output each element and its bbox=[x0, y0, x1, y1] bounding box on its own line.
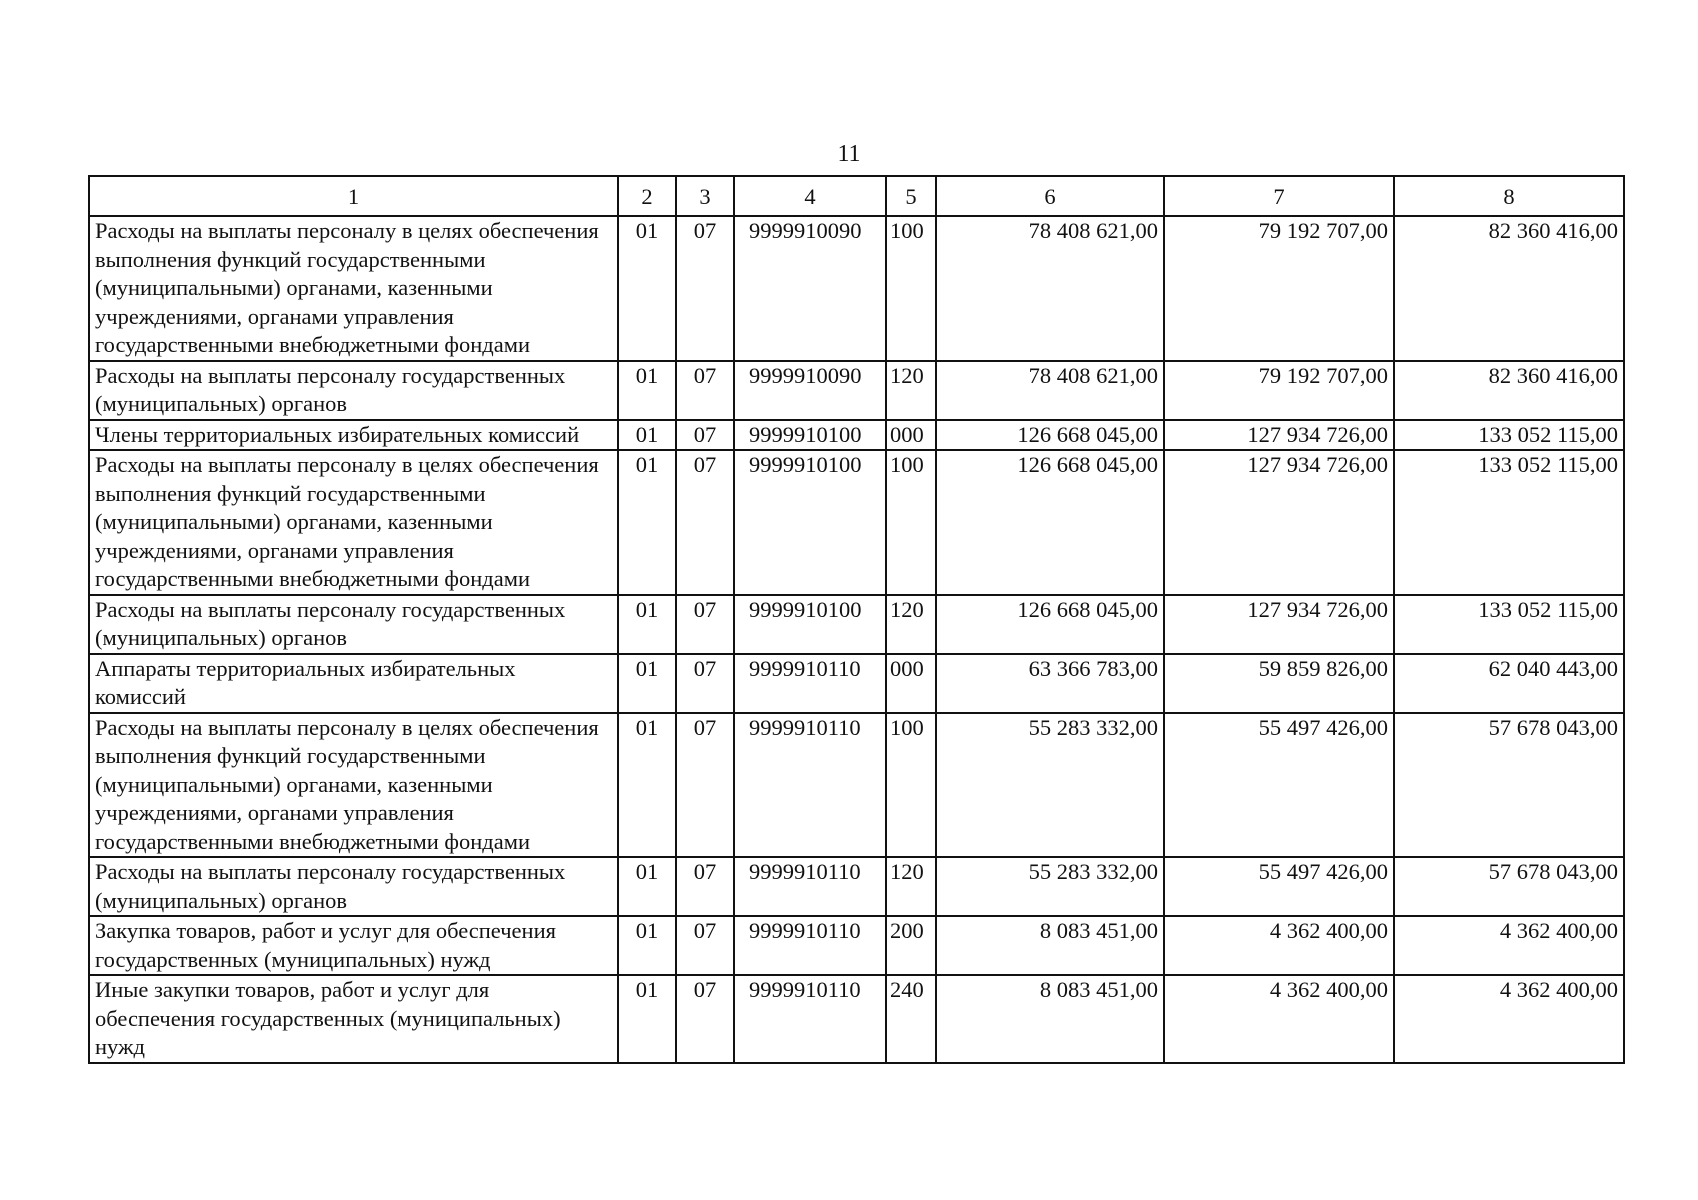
target-article-cell: 9999910090 bbox=[734, 361, 886, 420]
table-row bbox=[89, 595, 1624, 654]
amount-year2-cell: 4 362 400,00 bbox=[1164, 975, 1394, 1063]
target-article-cell: 9999910090 bbox=[734, 216, 886, 361]
expense-type-cell: 100 bbox=[886, 450, 936, 595]
table-row bbox=[89, 975, 1624, 1063]
amount-year2-cell: 59 859 826,00 bbox=[1164, 654, 1394, 713]
amount-year3-cell: 4 362 400,00 bbox=[1394, 975, 1624, 1063]
amount-year1-cell: 63 366 783,00 bbox=[936, 654, 1164, 713]
amount-year2-cell: 127 934 726,00 bbox=[1164, 595, 1394, 654]
expense-type-cell: 000 bbox=[886, 654, 936, 713]
section-code-cell: 01 bbox=[618, 857, 676, 916]
table-row bbox=[89, 216, 1624, 361]
column-header: 2 bbox=[618, 176, 676, 216]
amount-year2-cell: 127 934 726,00 bbox=[1164, 420, 1394, 451]
target-article-cell: 9999910110 bbox=[734, 713, 886, 858]
section-code-cell: 01 bbox=[618, 654, 676, 713]
amount-year1-cell: 78 408 621,00 bbox=[936, 216, 1164, 361]
amount-year2-cell: 55 497 426,00 bbox=[1164, 857, 1394, 916]
expense-type-cell: 100 bbox=[886, 713, 936, 858]
table-row bbox=[89, 654, 1624, 713]
target-article-cell: 9999910100 bbox=[734, 595, 886, 654]
page-number: 11 bbox=[837, 141, 861, 167]
amount-year3-cell: 133 052 115,00 bbox=[1394, 450, 1624, 595]
column-header: 1 bbox=[89, 176, 618, 216]
subsection-code-cell: 07 bbox=[676, 975, 734, 1063]
amount-year1-cell: 55 283 332,00 bbox=[936, 713, 1164, 858]
expense-name-cell: Расходы на выплаты персоналу государственных (муниципальных) органов bbox=[89, 361, 618, 420]
expense-name-cell: Расходы на выплаты персоналу в целях обеспечения выполнения функций государственными (муниципальными) органами, казенными учреждениями, органами управления государственными внебюджетными фондами bbox=[89, 450, 618, 595]
subsection-code-cell: 07 bbox=[676, 450, 734, 595]
amount-year3-cell: 57 678 043,00 bbox=[1394, 857, 1624, 916]
target-article-cell: 9999910100 bbox=[734, 420, 886, 451]
expense-type-cell: 100 bbox=[886, 216, 936, 361]
amount-year1-cell: 8 083 451,00 bbox=[936, 916, 1164, 975]
amount-year3-cell: 62 040 443,00 bbox=[1394, 654, 1624, 713]
column-header: 3 bbox=[676, 176, 734, 216]
subsection-code-cell: 07 bbox=[676, 857, 734, 916]
expense-type-cell: 120 bbox=[886, 857, 936, 916]
amount-year2-cell: 79 192 707,00 bbox=[1164, 216, 1394, 361]
table-row bbox=[89, 916, 1624, 975]
expense-name-cell: Закупка товаров, работ и услуг для обеспечения государственных (муниципальных) нужд bbox=[89, 916, 618, 975]
subsection-code-cell: 07 bbox=[676, 916, 734, 975]
column-header: 6 bbox=[936, 176, 1164, 216]
expense-type-cell: 200 bbox=[886, 916, 936, 975]
amount-year3-cell: 82 360 416,00 bbox=[1394, 361, 1624, 420]
table-row bbox=[89, 420, 1624, 451]
expense-name-cell: Аппараты территориальных избирательных комиссий bbox=[89, 654, 618, 713]
amount-year3-cell: 82 360 416,00 bbox=[1394, 216, 1624, 361]
target-article-cell: 9999910110 bbox=[734, 975, 886, 1063]
amount-year1-cell: 78 408 621,00 bbox=[936, 361, 1164, 420]
subsection-code-cell: 07 bbox=[676, 216, 734, 361]
section-code-cell: 01 bbox=[618, 975, 676, 1063]
expense-type-cell: 120 bbox=[886, 595, 936, 654]
subsection-code-cell: 07 bbox=[676, 361, 734, 420]
amount-year2-cell: 79 192 707,00 bbox=[1164, 361, 1394, 420]
section-code-cell: 01 bbox=[618, 595, 676, 654]
expense-type-cell: 000 bbox=[886, 420, 936, 451]
amount-year3-cell: 57 678 043,00 bbox=[1394, 713, 1624, 858]
target-article-cell: 9999910110 bbox=[734, 857, 886, 916]
subsection-code-cell: 07 bbox=[676, 420, 734, 451]
section-code-cell: 01 bbox=[618, 420, 676, 451]
budget-table bbox=[88, 175, 1625, 1064]
subsection-code-cell: 07 bbox=[676, 713, 734, 858]
target-article-cell: 9999910100 bbox=[734, 450, 886, 595]
table-header-row bbox=[89, 176, 1624, 216]
expense-name-cell: Расходы на выплаты персоналу в целях обеспечения выполнения функций государственными (муниципальными) органами, казенными учреждениями, органами управления государственными внебюджетными фондами bbox=[89, 713, 618, 858]
amount-year2-cell: 127 934 726,00 bbox=[1164, 450, 1394, 595]
expense-type-cell: 240 bbox=[886, 975, 936, 1063]
column-header: 5 bbox=[886, 176, 936, 216]
column-header: 7 bbox=[1164, 176, 1394, 216]
section-code-cell: 01 bbox=[618, 916, 676, 975]
expense-name-cell: Иные закупки товаров, работ и услуг для обеспечения государственных (муниципальных) нужд bbox=[89, 975, 618, 1063]
amount-year3-cell: 4 362 400,00 bbox=[1394, 916, 1624, 975]
expense-name-cell: Члены территориальных избирательных комиссий bbox=[89, 420, 618, 451]
table-row bbox=[89, 713, 1624, 858]
table-row bbox=[89, 361, 1624, 420]
amount-year3-cell: 133 052 115,00 bbox=[1394, 420, 1624, 451]
amount-year1-cell: 126 668 045,00 bbox=[936, 420, 1164, 451]
amount-year2-cell: 55 497 426,00 bbox=[1164, 713, 1394, 858]
section-code-cell: 01 bbox=[618, 713, 676, 858]
section-code-cell: 01 bbox=[618, 450, 676, 595]
amount-year1-cell: 8 083 451,00 bbox=[936, 975, 1164, 1063]
amount-year1-cell: 55 283 332,00 bbox=[936, 857, 1164, 916]
table-row bbox=[89, 857, 1624, 916]
subsection-code-cell: 07 bbox=[676, 595, 734, 654]
amount-year2-cell: 4 362 400,00 bbox=[1164, 916, 1394, 975]
amount-year1-cell: 126 668 045,00 bbox=[936, 450, 1164, 595]
amount-year3-cell: 133 052 115,00 bbox=[1394, 595, 1624, 654]
target-article-cell: 9999910110 bbox=[734, 916, 886, 975]
subsection-code-cell: 07 bbox=[676, 654, 734, 713]
expense-name-cell: Расходы на выплаты персоналу государственных (муниципальных) органов bbox=[89, 595, 618, 654]
expense-name-cell: Расходы на выплаты персоналу в целях обеспечения выполнения функций государственными (муниципальными) органами, казенными учреждениями, органами управления государственными внебюджетными фондами bbox=[89, 216, 618, 361]
column-header: 4 bbox=[734, 176, 886, 216]
expense-name-cell: Расходы на выплаты персоналу государственных (муниципальных) органов bbox=[89, 857, 618, 916]
target-article-cell: 9999910110 bbox=[734, 654, 886, 713]
table-row bbox=[89, 450, 1624, 595]
section-code-cell: 01 bbox=[618, 216, 676, 361]
amount-year1-cell: 126 668 045,00 bbox=[936, 595, 1164, 654]
expense-type-cell: 120 bbox=[886, 361, 936, 420]
column-header: 8 bbox=[1394, 176, 1624, 216]
section-code-cell: 01 bbox=[618, 361, 676, 420]
